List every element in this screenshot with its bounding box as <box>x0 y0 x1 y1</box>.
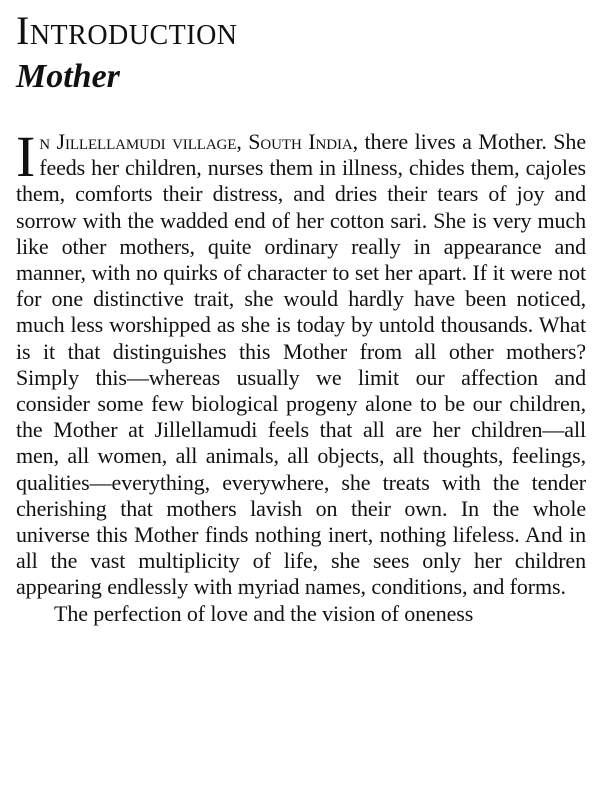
chapter-subtitle: Mother <box>16 58 120 95</box>
book-page <box>16 8 584 627</box>
chapter-body <box>16 124 586 627</box>
paragraph-2: The perfection of love and the vision of oneness <box>54 600 474 626</box>
lead-in-text: n Jillellamudi village, South India, <box>39 129 358 154</box>
chapter-title: Introduction <box>16 8 238 53</box>
drop-cap: I <box>16 124 36 189</box>
paragraph-1-text: there lives a Mother. She feeds her children, nurses them in illness, chides them, cajoles them, comforts their distress, and dries their tears of joy and sorrow with the wadded end of her cotton sari. She is very much like other mothers, quite ordinary really in appearance and manner, with no quirks of character to set her apart. If it were not for one distinctive trait, she would hardly have been noticed, much less worshipped as she is today by untold thousands. What is it that distinguishes this Mother from all other mothers? Simply this—whereas usually we limit our affection and consider some few biological progeny alone to be our children, the Mother at Jillellamudi feels that all are her children—all men, all women, all animals, all objects, all thoughts, feelings, qualities—everything, everywhere, she treats with the tender cherishing that mothers lavish on their own. In the whole universe this Mother finds nothing inert, nothing lifeless. And in all the vast multiplicity of life, she sees only her children appearing endlessly with myriad names, conditions, and forms. <box>16 129 586 600</box>
paragraph-1 <box>16 124 586 601</box>
